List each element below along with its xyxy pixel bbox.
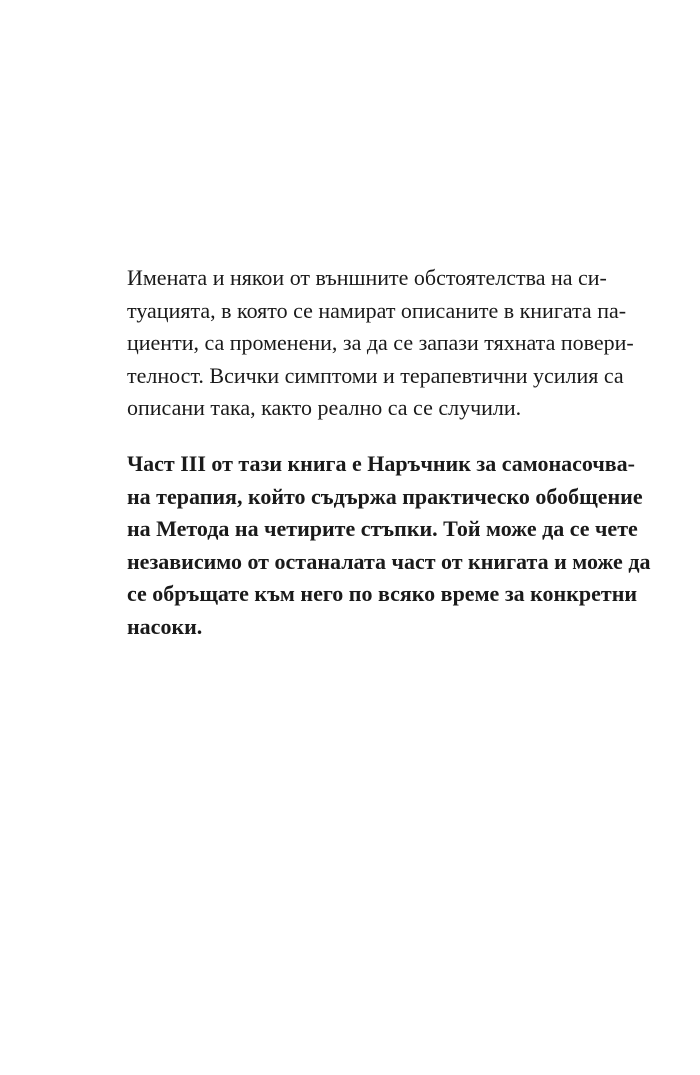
text-line: насоки. (127, 613, 203, 639)
confidentiality-note-paragraph (127, 262, 634, 425)
text-line: независимо от останалата част от книгата и може да (127, 548, 651, 574)
text-line: се обръщате към него по всяко време за конкретни (127, 581, 638, 606)
text-line: на Метода на четирите стъпки. Той може да се чете (127, 516, 638, 541)
text-line: описани така, както реално са се случили. (127, 395, 522, 420)
text-line: телност. Всички симптоми и терапевтични усилия са (127, 362, 624, 388)
text-line: Част III от тази книга е Наръчник за самонасочва- (127, 451, 635, 476)
part-three-notice-paragraph (127, 448, 651, 643)
text-line: туацията, в която се намират описаните в книгата па- (127, 297, 627, 323)
text-line: на терапия, който съдържа практическо обобщение (127, 483, 643, 509)
text-line: Имената и някои от външните обстоятелства на си- (127, 265, 607, 290)
text-line: циенти, са променени, за да се запази тяхната повери- (127, 330, 634, 355)
